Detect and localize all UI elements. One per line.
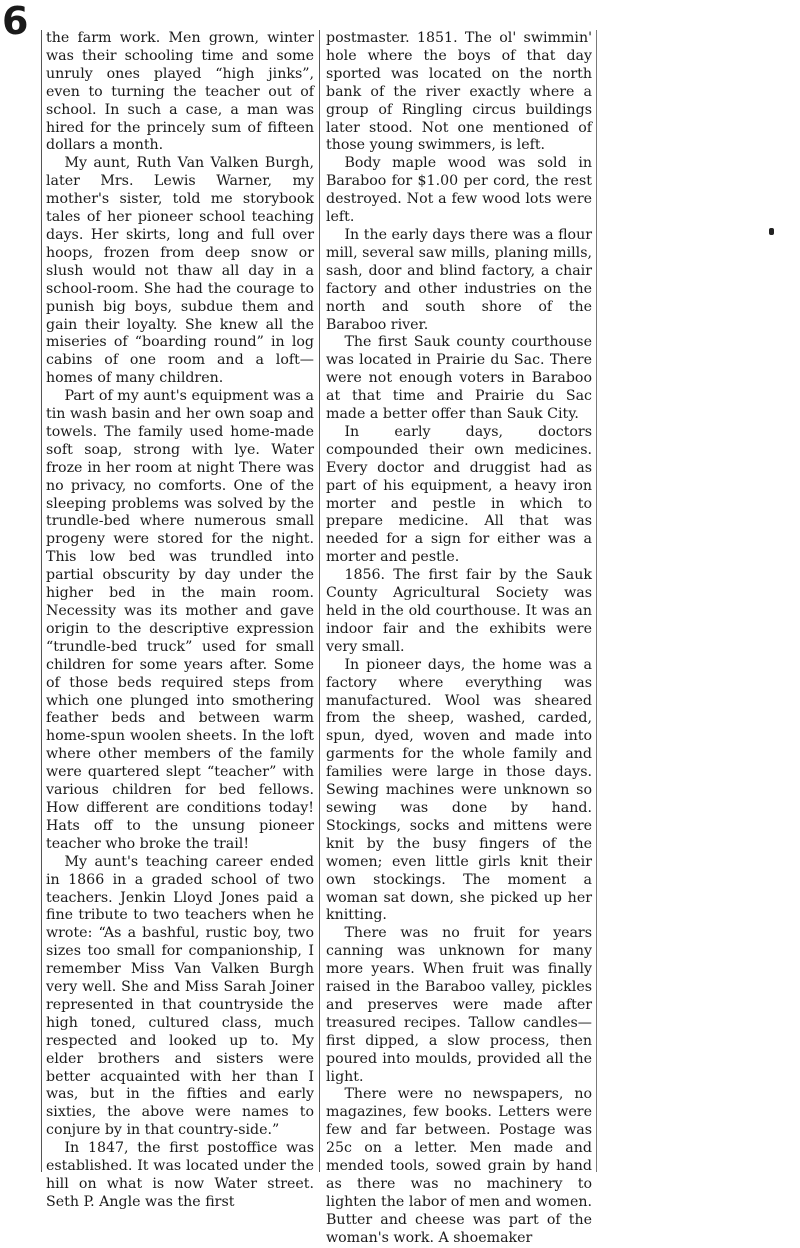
paragraph: Body maple wood was sold in Baraboo for $1.00 per cord, the rest destroyed. Not a few wood lots were left.	[326, 155, 592, 226]
ink-speck	[769, 228, 774, 235]
paragraph: In pioneer days, the home was a factory where everything was manufactured. Wool was sheared from the sheep, washed, carded, spun, dyed, woven and made into garments for the whole family and families were large in those days. Sewing machines were unknown so sewing was done by hand. Stockings, socks and mittens were knit by the busy fingers of the women; even little girls knit their own stockings. The moment a woman sat down, she picked up her knitting.	[326, 656, 592, 924]
paragraph: In early days, doctors compounded their own medicines. Every doctor and druggist had as part of his equipment, a heavy iron morter and pestle in which to prepare medicine. All that was needed for a sign for either was a morter and pestle.	[326, 423, 592, 566]
paragraph: My aunt's teaching career ended in 1866 in a graded school of two teachers. Jenkin Lloyd Jones paid a fine tribute to two teachers when he wrote: “As a bashful, rustic boy, two sizes too small for companionship, I remember Miss Van Valken Burgh very well. She and Miss Sarah Joiner represented in that countryside the high toned, cultured class, much respected and looked up to. My elder brothers and sisters were better acquainted with her than I was, but in the fifties and early sixties, the above were names to conjure by in that country-side.”	[46, 853, 314, 1139]
column-rule-left	[41, 30, 42, 1172]
paragraph: In the early days there was a flour mill, several saw mills, planing mills, sash, door and blind factory, a chair factory and other industries on the north and south shore of the Baraboo river.	[326, 226, 592, 333]
right-column	[326, 30, 592, 1248]
paragraph: Part of my aunt's equipment was a tin wash basin and her own soap and towels. The family used home-made soft soap, strong with lye. Water froze in her room at night There was no privacy, no comforts. One of the sleeping problems was solved by the trundle-bed where numerous small progeny were stored for the night. This low bed was trundled into partial obscurity by day under the higher bed in the main room. Necessity was its mother and gave origin to the descriptive expression “trundle-bed truck” used for small children for some years after. Some of those beds required steps from which one plunged into smothering feather beds and between warm home-spun woolen sheets. In the loft where other members of the family were quartered slept “teacher” with various children for bed fellows. How different are conditions today! Hats off to the unsung pioneer teacher who broke the trail!	[46, 388, 314, 852]
paragraph: The first Sauk county courthouse was located in Prairie du Sac. There were not enough voters in Baraboo at that time and Prairie du Sac made a better offer than Sauk City.	[326, 334, 592, 423]
paragraph: postmaster. 1851. The ol' swimmin' hole where the boys of that day sported was located on the north bank of the river exactly where a group of Ringling circus buildings later stood. Not one mentioned of those young swimmers, is left.	[326, 30, 592, 154]
paragraph: In 1847, the first postoffice was established. It was located under the hill on what is now Water street. Seth P. Angle was the first	[46, 1140, 314, 1210]
left-column	[46, 30, 314, 1212]
column-rule-right	[596, 30, 597, 1172]
paragraph: My aunt, Ruth Van Valken Burgh, later Mrs. Lewis Warner, my mother's sister, told me storybook tales of her pioneer school teaching days. Her skirts, long and full over hoops, frozen from deep snow or slush would not thaw all day in a school-room. She had the courage to punish big boys, subdue them and gain their loyalty. She knew all the miseries of “boarding round” in log cabins of one room and a loft—homes of many children.	[46, 155, 314, 387]
paragraph: the farm work. Men grown, winter was their schooling time and some unruly ones played “high jinks”, even to turning the teacher out of school. In such a case, a man was hired for the princely sum of fifteen dollars a month.	[46, 30, 314, 154]
paragraph: There was no fruit for years canning was unknown for many more years. When fruit was finally raised in the Baraboo valley, pickles and preserves were made after treasured recipes. Tallow candles—first dipped, a slow process, then poured into moulds, provided all the light.	[326, 925, 592, 1085]
paragraph: There were no newspapers, no magazines, few books. Letters were few and far between. Postage was 25c on a letter. Men made and mended tools, sowed grain by hand as there was no machinery to lighten the labor of men and women. Butter and cheese was part of the woman's work. A shoemaker	[326, 1086, 592, 1246]
paragraph: 1856. The first fair by the Sauk County Agricultural Society was held in the old courthouse. It was an indoor fair and the exhibits were very small.	[326, 567, 592, 655]
page-number: 6	[2, 0, 29, 43]
column-rule-middle	[319, 30, 320, 1172]
